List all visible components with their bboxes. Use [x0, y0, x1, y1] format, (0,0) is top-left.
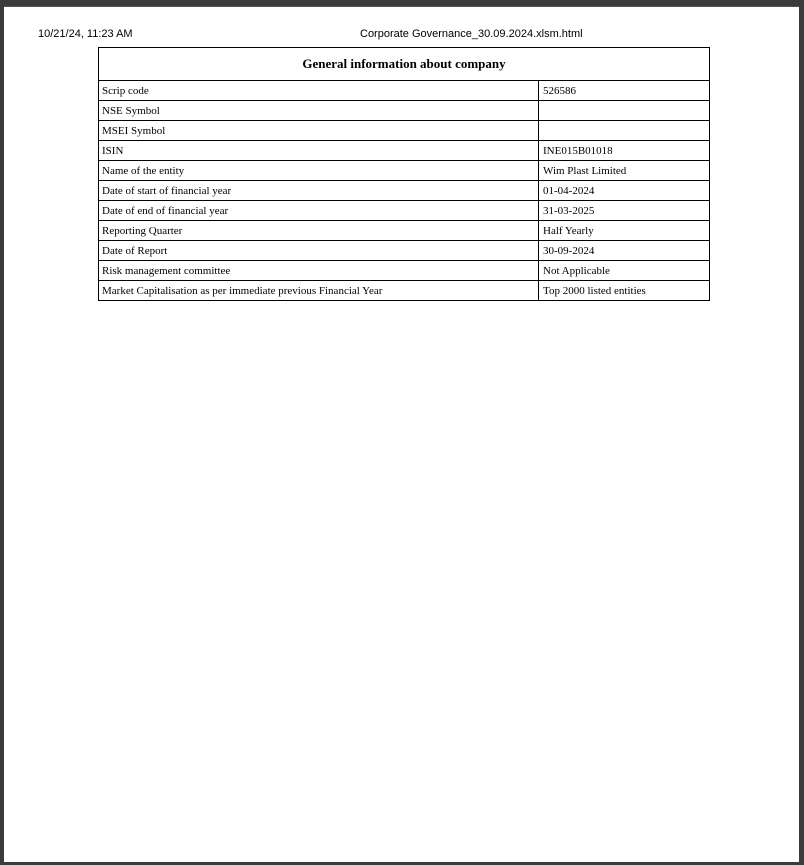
table-caption: General information about company: [99, 48, 710, 81]
row-value-fy-end: 31-03-2025: [539, 201, 710, 221]
row-label-risk-committee: Risk management committee: [99, 261, 539, 281]
document-title: Corporate Governance_30.09.2024.xlsm.html: [360, 28, 583, 40]
table-row: [99, 221, 710, 241]
row-value-isin: INE015B01018: [539, 141, 710, 161]
row-value-nse-symbol: [539, 101, 710, 121]
row-value-market-cap: Top 2000 listed entities: [539, 281, 710, 301]
row-label-nse-symbol: NSE Symbol: [99, 101, 539, 121]
print-datetime: 10/21/24, 11:23 AM: [38, 28, 133, 40]
table-row: [99, 81, 710, 101]
row-value-risk-committee: Not Applicable: [539, 261, 710, 281]
row-label-fy-end: Date of end of financial year: [99, 201, 539, 221]
table-row: [99, 261, 710, 281]
table-row: [99, 281, 710, 301]
table-row: [99, 121, 710, 141]
table-row: [99, 241, 710, 261]
table-row: [99, 101, 710, 121]
row-label-msei-symbol: MSEI Symbol: [99, 121, 539, 141]
row-value-fy-start: 01-04-2024: [539, 181, 710, 201]
table-row: [99, 181, 710, 201]
row-label-reporting-quarter: Reporting Quarter: [99, 221, 539, 241]
table-caption-row: [99, 48, 710, 81]
row-label-market-cap: Market Capitalisation as per immediate previous Financial Year: [99, 281, 539, 301]
row-value-report-date: 30-09-2024: [539, 241, 710, 261]
row-value-entity-name: Wim Plast Limited: [539, 161, 710, 181]
table-row: [99, 201, 710, 221]
table-row: [99, 141, 710, 161]
general-information-table: [98, 47, 710, 301]
row-label-report-date: Date of Report: [99, 241, 539, 261]
table-row: [99, 161, 710, 181]
row-value-reporting-quarter: Half Yearly: [539, 221, 710, 241]
row-label-fy-start: Date of start of financial year: [99, 181, 539, 201]
row-value-scrip-code: 526586: [539, 81, 710, 101]
row-label-entity-name: Name of the entity: [99, 161, 539, 181]
document-page: [4, 6, 799, 862]
row-label-scrip-code: Scrip code: [99, 81, 539, 101]
row-label-isin: ISIN: [99, 141, 539, 161]
row-value-msei-symbol: [539, 121, 710, 141]
